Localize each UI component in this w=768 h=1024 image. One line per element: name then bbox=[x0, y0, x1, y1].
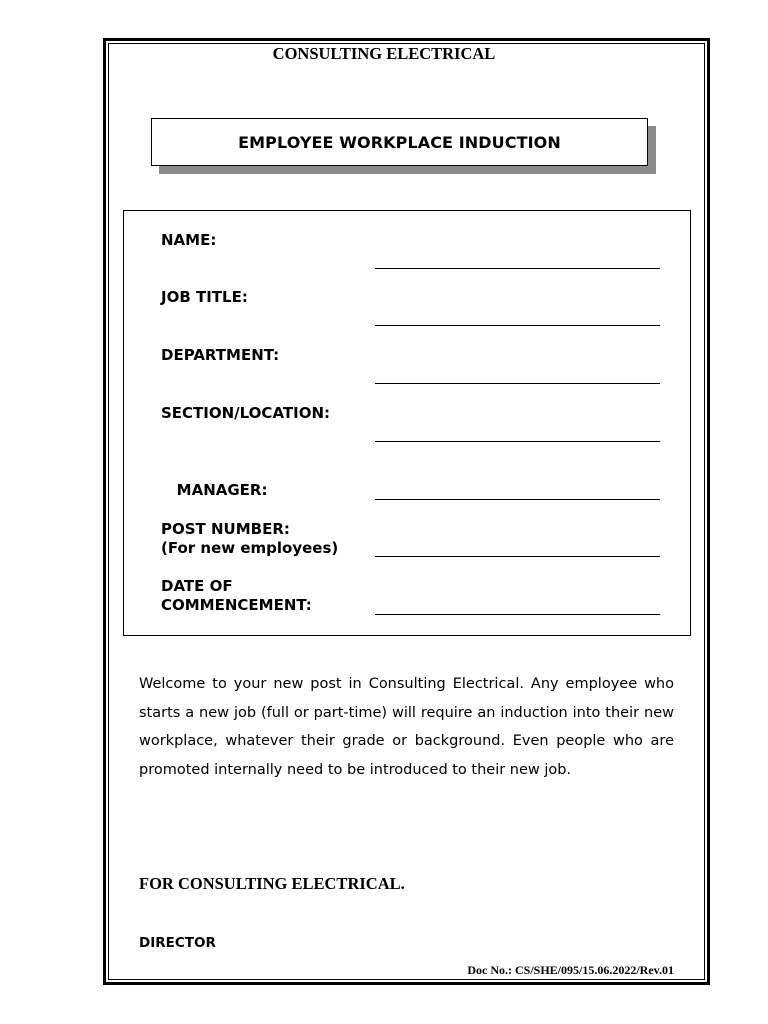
post-number-label-note: (For new employees) bbox=[161, 539, 339, 557]
signature-heading: FOR CONSULTING ELECTRICAL. bbox=[139, 874, 405, 893]
company-header: CONSULTING ELECTRICAL bbox=[272, 44, 496, 63]
post-number-label bbox=[161, 520, 338, 558]
date-of-commencement-label-line2: COMMENCEMENT: bbox=[161, 596, 312, 614]
form-title: EMPLOYEE WORKPLACE INDUCTION bbox=[238, 132, 561, 152]
signatory-role: DIRECTOR bbox=[139, 935, 216, 951]
name-label bbox=[161, 231, 216, 250]
date-of-commencement-label-line1: DATE OF bbox=[161, 577, 233, 595]
section-location-field[interactable] bbox=[375, 441, 660, 442]
department-field[interactable] bbox=[375, 383, 660, 384]
department-label-text: DEPARTMENT: bbox=[161, 346, 280, 364]
post-number-field[interactable] bbox=[375, 556, 660, 557]
job-title-field[interactable] bbox=[375, 325, 660, 326]
post-number-label-text: POST NUMBER: bbox=[161, 520, 290, 538]
name-field[interactable] bbox=[375, 268, 660, 269]
employee-details-box bbox=[123, 210, 691, 636]
department-label bbox=[161, 346, 279, 365]
manager-label bbox=[161, 462, 267, 500]
manager-field[interactable] bbox=[375, 499, 660, 500]
welcome-paragraph: Welcome to your new post in Consulting Electrical. Any employee who starts a new job (full or part-time) will require an induction into their new workplace, whatever their grade or background. Even people who are promoted internally need to be introduced to their new job. bbox=[139, 676, 674, 778]
document-number: Doc No.: CS/SHE/095/15.06.2022/Rev.01 bbox=[467, 963, 674, 977]
title-box bbox=[151, 118, 648, 166]
job-title-label-text: JOB TITLE: bbox=[161, 288, 248, 306]
manager-label-text: MANAGER: bbox=[171, 481, 268, 499]
section-location-label bbox=[161, 404, 330, 423]
job-title-label bbox=[161, 288, 248, 307]
section-location-label-text: SECTION/LOCATION: bbox=[161, 404, 330, 422]
date-of-commencement-label bbox=[161, 577, 312, 615]
name-label-text: NAME: bbox=[161, 231, 217, 249]
date-of-commencement-field[interactable] bbox=[375, 614, 660, 615]
